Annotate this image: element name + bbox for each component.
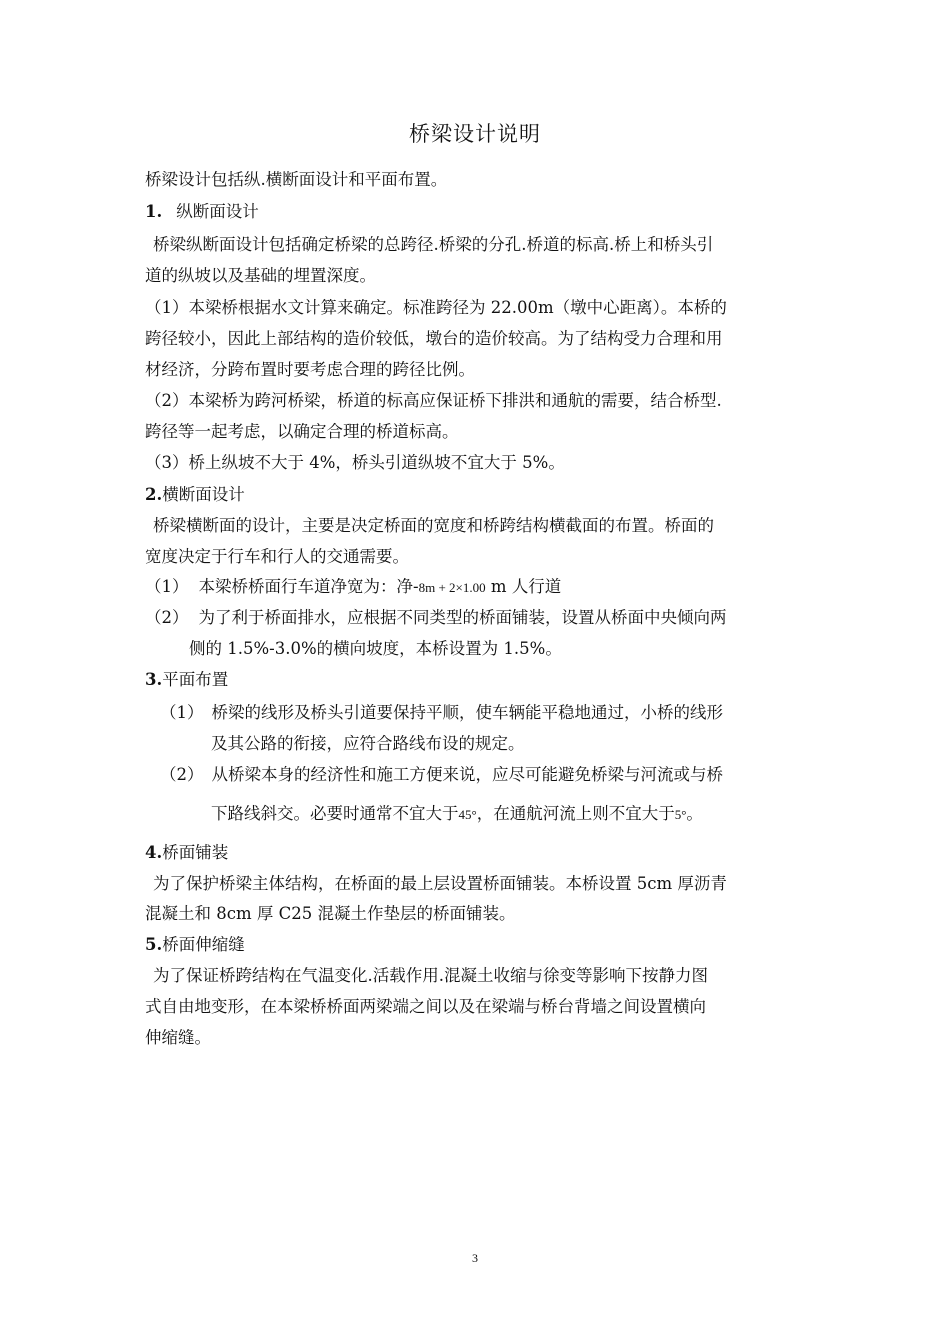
section-2-item-2: 侧的 1.5%-3.0%的横向坡度，本桥设置为 1.5%。: [189, 639, 562, 658]
section-3-item-1: 及其公路的衔接，应符合路线布设的规定。: [211, 734, 525, 753]
section-4-title: 桥面铺装: [162, 843, 229, 862]
section-3-item-1-number: （1）: [160, 703, 204, 722]
section-5-paragraph: 为了保证桥跨结构在气温变化.活载作用.混凝土收缩与徐变等影响下按静力图: [153, 966, 708, 985]
section-1-paragraph: 道的纵坡以及基础的埋置深度。: [145, 266, 376, 285]
section-2-item-1-text: 本梁桥桥面行车道净宽为：净-: [198, 577, 419, 596]
section-2-title: 横断面设计: [162, 485, 245, 504]
section-3-item-2-text: ，在通航河流上则不宜大于: [476, 804, 675, 823]
section-2-item-2-text: 为了利于桥面排水，应根据不同类型的桥面铺装，设置从桥面中央倾向两: [198, 608, 727, 627]
section-3-title: 平面布置: [162, 670, 229, 689]
section-4-number: 4.: [145, 843, 163, 862]
page-number: 3: [472, 1251, 478, 1265]
section-1-item-1: 跨径较小，因此上部结构的造价较低，墩台的造价较高。为了结构受力合理和用: [145, 329, 723, 348]
section-2-number: 2.: [145, 485, 163, 504]
section-2-item-1-unit: m 人行道: [485, 577, 562, 596]
section-3-item-2: [211, 806, 703, 823]
section-2-item-2: [145, 610, 727, 627]
width-formula: 8m + 2×1.00: [418, 580, 486, 595]
section-5-heading: [145, 937, 245, 954]
section-1-item-1: 材经济，分跨布置时要考虑合理的跨径比例。: [145, 360, 475, 379]
section-4-heading: [145, 845, 228, 862]
section-1-item-2: 跨径等一起考虑，以确定合理的桥道标高。: [145, 422, 459, 441]
section-5-paragraph: 式自由地变形，在本梁桥桥面两梁端之间以及在梁端与桥台背墙之间设置横向: [145, 997, 706, 1016]
section-3-item-2: [160, 767, 723, 784]
angle-45: 45°: [458, 807, 477, 822]
section-2-paragraph: 桥梁横断面的设计，主要是决定桥面的宽度和桥跨结构横截面的布置。桥面的: [153, 516, 714, 535]
section-1-number: 1.: [145, 202, 163, 221]
section-5-paragraph: 伸缩缝。: [145, 1028, 211, 1047]
intro-line: 桥梁设计包括纵.横断面设计和平面布置。: [145, 170, 448, 189]
section-5-number: 5.: [145, 935, 163, 954]
section-1-heading: [145, 204, 259, 221]
section-4-paragraph: 为了保护桥梁主体结构，在桥面的最上层设置桥面铺装。本桥设置 5cm 厚沥青: [153, 874, 727, 893]
section-2-item-1-number: （1）: [145, 577, 189, 596]
section-1-item-3: （3）桥上纵坡不大于 4%，桥头引道纵坡不宜大于 5%。: [145, 453, 565, 472]
section-2-paragraph: 宽度决定于行车和行人的交通需要。: [145, 547, 409, 566]
section-3-item-2-text: 从桥梁本身的经济性和施工方便来说，应尽可能避免桥梁与河流或与桥: [211, 765, 723, 784]
section-2-heading: [145, 487, 245, 504]
section-3-item-2-number: （2）: [160, 765, 204, 784]
section-3-heading: [145, 672, 228, 689]
section-1-item-1: （1）本梁桥根据水文计算来确定。标准跨径为 22.00m（墩中心距离）。本桥的: [145, 298, 727, 317]
section-2-item-2-number: （2）: [145, 608, 189, 627]
section-2-item-1: [145, 579, 561, 596]
section-3-number: 3.: [145, 670, 163, 689]
section-3-item-2-text: 。: [686, 804, 703, 823]
angle-5: 5°: [674, 807, 687, 822]
section-3-item-1: [160, 705, 723, 722]
section-3-item-1-text: 桥梁的线形及桥头引道要保持平顺，使车辆能平稳地通过，小桥的线形: [211, 703, 723, 722]
section-4-paragraph: 混凝土和 8cm 厚 C25 混凝土作垫层的桥面铺装。: [145, 904, 516, 923]
section-1-paragraph: 桥梁纵断面设计包括确定桥梁的总跨径.桥梁的分孔.桥道的标高.桥上和桥头引: [153, 235, 714, 254]
page-title: 桥梁设计说明: [409, 122, 541, 146]
section-1-item-2: （2）本梁桥为跨河桥梁，桥道的标高应保证桥下排洪和通航的需要，结合桥型.: [145, 391, 722, 410]
section-3-item-2-text: 下路线斜交。必要时通常不宜大于: [211, 804, 459, 823]
section-5-title: 桥面伸缩缝: [162, 935, 245, 954]
section-1-title: 纵断面设计: [176, 202, 259, 221]
